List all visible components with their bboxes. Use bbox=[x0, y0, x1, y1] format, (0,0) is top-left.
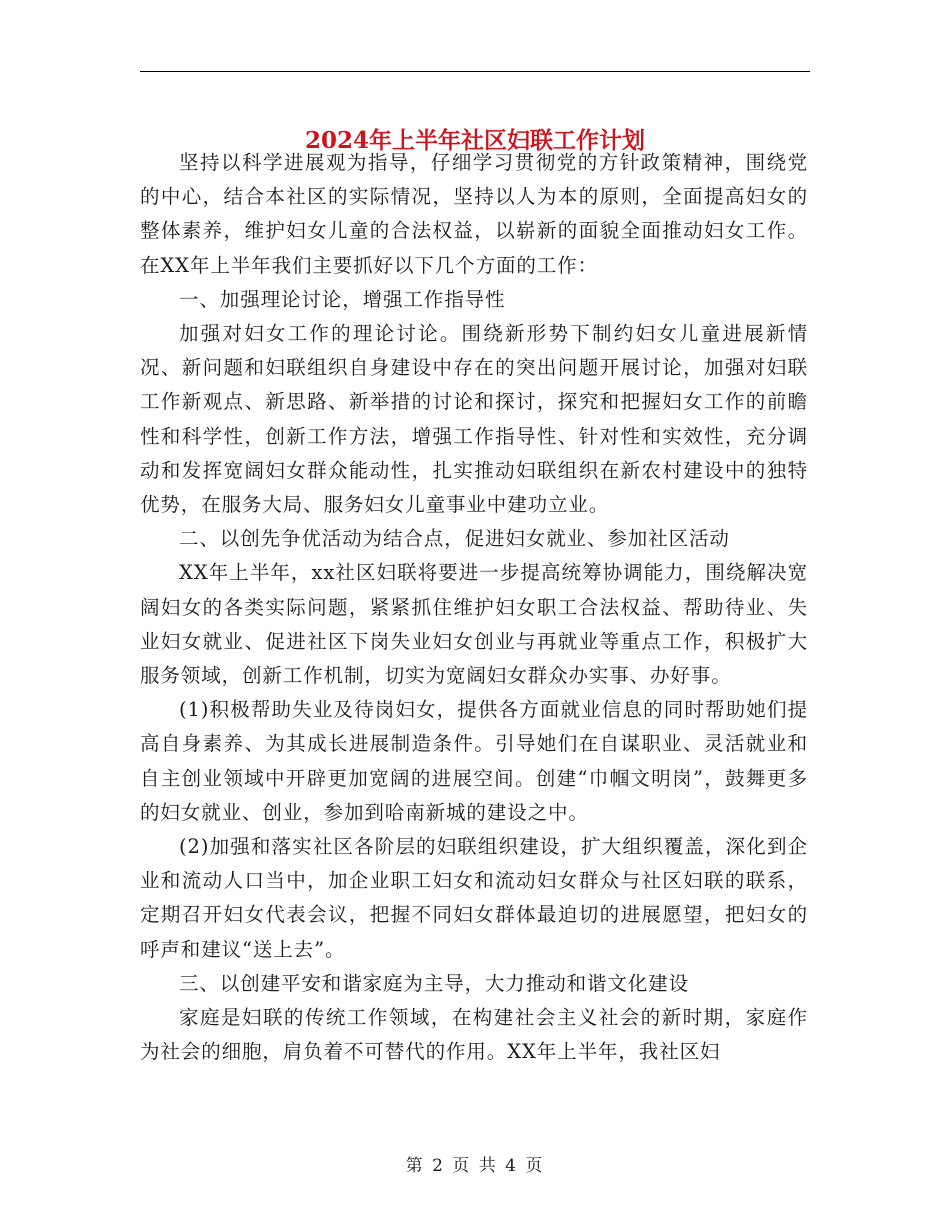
section-heading-2: 二、以创先争优活动为结合点，促进妇女就业、参加社区活动 bbox=[179, 527, 730, 551]
header-rule bbox=[140, 71, 810, 72]
section-2-item-1: (1)积极帮助失业及待岗妇女，提供各方面就业信息的同时帮助她们提高自身素养、为其成长进展制造条件。引导她们在自谋职业、灵活就业和自主创业领域中开辟更加宽阔的进展空间。创建“巾帼文明岗”，鼓舞更多的妇女就业、创业，参加到哈南新城的建设之中。 bbox=[140, 698, 808, 824]
section-heading-3: 三、以创建平安和谐家庭为主导，大力推动和谐文化建设 bbox=[179, 971, 690, 995]
page-number-footer: 第 2 页 共 4 页 bbox=[405, 1156, 545, 1176]
section-2-item-2: (2)加强和落实社区各阶层的妇联组织建设，扩大组织覆盖，深化到企业和流动人口当中，加企业职工妇女和流动妇女群众与社区妇联的联系，定期召开妇女代表会议，把握不同妇女群体最迫切的进展愿望，把妇女的呼声和建议“送上去”。 bbox=[140, 835, 808, 961]
section-2-paragraph: XX年上半年，xx社区妇联将要进一步提高统筹协调能力，围绕解决宽阔妇女的各类实际问题，紧紧抓住维护妇女职工合法权益、帮助待业、失业妇女就业、促进社区下岗失业妇女创业与再就业等重点工作，积极扩大服务领域，创新工作机制，切实为宽阔妇女群众办实事、办好事。 bbox=[140, 561, 808, 688]
section-3-paragraph: 家庭是妇联的传统工作领域，在构建社会主义社会的新时期，家庭作为社会的细胞，肩负着不可替代的作用。XX年上半年，我社区妇 bbox=[140, 1006, 808, 1064]
section-1-paragraph: 加强对妇女工作的理论讨论。围绕新形势下制约妇女儿童进展新情况、新问题和妇联组织自身建设中存在的突出问题开展讨论，加强对妇联工作新观点、新思路、新举措的讨论和探讨，探究和把握妇女工作的前瞻性和科学性，创新工作方法，增强工作指导性、针对性和实效性，充分调动和发挥宽阔妇女群众能动性，扎实推动妇联组织在新农村建设中的独特优势，在服务大局、服务妇女儿童事业中建功立业。 bbox=[140, 322, 808, 517]
section-heading-1: 一、加强理论讨论，增强工作指导性 bbox=[179, 287, 506, 311]
document-body bbox=[140, 146, 808, 1069]
intro-paragraph: 坚持以科学进展观为指导，仔细学习贯彻党的方针政策精神，围绕党的中心，结合本社区的实际情况，坚持以人为本的原则，全面提高妇女的整体素养，维护妇女儿童的合法权益，以崭新的面貌全面推动妇女工作。在XX年上半年我们主要抓好以下几个方面的工作： bbox=[140, 151, 808, 277]
document-title: 2024年上半年社区妇联工作计划 bbox=[304, 127, 645, 155]
